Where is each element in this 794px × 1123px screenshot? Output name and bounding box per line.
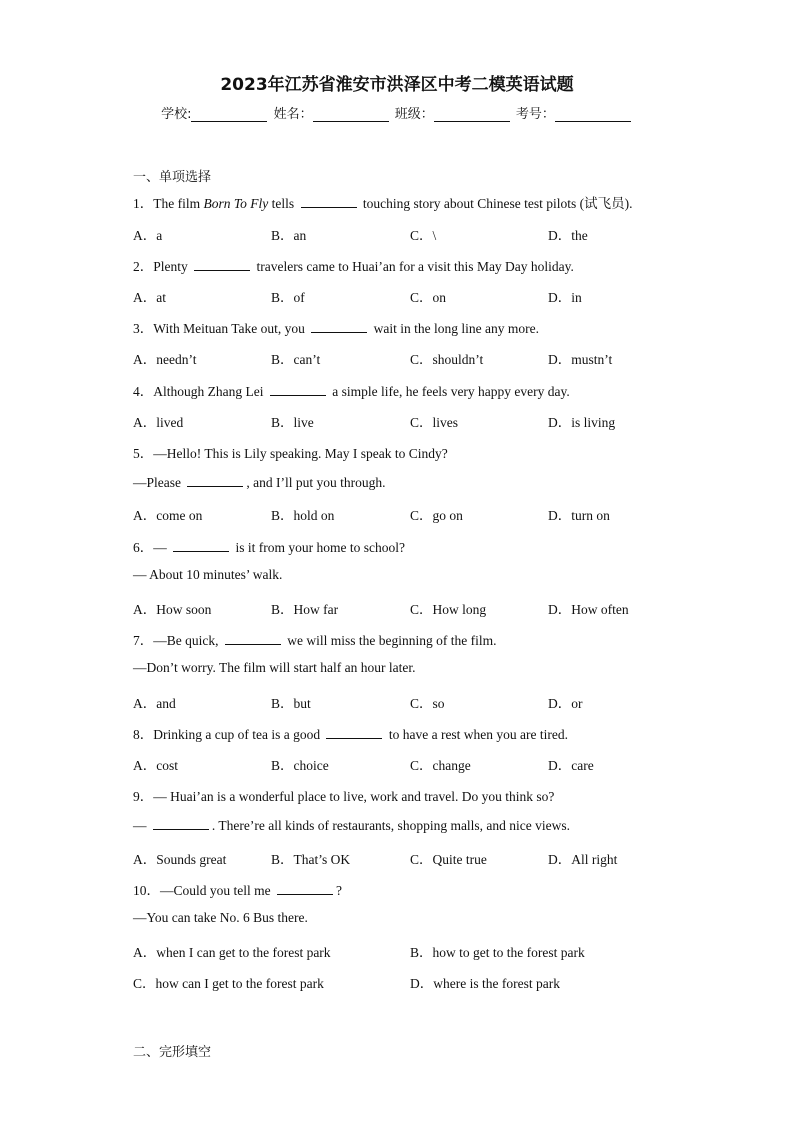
q2-option-d[interactable]: D．in <box>548 290 582 305</box>
question-5: 5．—Hello! This is Lily speaking. May I speak to Cindy? <box>133 446 448 461</box>
exam-number-label: 考号： <box>515 107 555 122</box>
question-6-reply: — About 10 minutes’ walk. <box>133 567 283 582</box>
school-label: 学校: <box>161 107 192 122</box>
q6-text-post: is it from your home to school? <box>232 540 405 555</box>
q2-blank <box>194 257 250 271</box>
q2-option-a[interactable]: A．at <box>133 290 166 305</box>
q7-blank <box>225 631 281 645</box>
question-2 <box>133 255 574 275</box>
question-7 <box>133 629 496 649</box>
q4-blank <box>270 382 326 396</box>
q2-option-b[interactable]: B．of <box>271 290 305 305</box>
q4-option-c[interactable]: C．lives <box>410 415 459 430</box>
q10-option-c[interactable]: C．how can I get to the forest park <box>133 976 324 991</box>
q3-option-a[interactable]: A．needn’t <box>133 352 197 367</box>
school-blank[interactable] <box>191 107 267 122</box>
q6-option-a[interactable]: A．How soon <box>133 602 212 617</box>
q1-text-post: touching story about Chinese test pilots (试飞员). <box>359 196 633 211</box>
q8-text-pre: 8．Drinking a cup of tea is a good <box>133 727 324 742</box>
q7-text-post: we will miss the beginning of the film. <box>283 633 497 648</box>
q8-blank <box>326 725 382 739</box>
q8-option-d[interactable]: D．care <box>548 758 594 773</box>
q5-option-d[interactable]: D．turn on <box>548 508 610 523</box>
q9-option-a[interactable]: A．Sounds great <box>133 852 227 867</box>
q6-option-b[interactable]: B．How far <box>271 602 339 617</box>
q6-option-c[interactable]: C．How long <box>410 602 487 617</box>
q4-option-d[interactable]: D．is living <box>548 415 616 430</box>
q10-text-pre: 10．—Could you tell me <box>133 883 274 898</box>
q3-option-d[interactable]: D．mustn’t <box>548 352 613 367</box>
q8-option-a[interactable]: A．cost <box>133 758 178 773</box>
question-7-reply: —Don’t worry. The film will start half an hour later. <box>133 660 416 675</box>
question-6 <box>133 536 405 556</box>
q5-blank <box>187 473 243 487</box>
q10-option-d[interactable]: D．where is the forest park <box>410 976 560 991</box>
q10-blank <box>277 881 333 895</box>
q6-text-pre: 6．— <box>133 540 171 555</box>
q7-option-c[interactable]: C．so <box>410 696 445 711</box>
q4-text-pre: 4．Although Zhang Lei <box>133 384 267 399</box>
q1-text-mid: tells <box>268 196 298 211</box>
q9-text-pre: — <box>133 818 150 833</box>
q1-option-c[interactable]: C．\ <box>410 228 437 243</box>
question-3 <box>133 317 539 337</box>
q4-text-post: a simple life, he feels very happy every day. <box>328 384 570 399</box>
q3-option-b[interactable]: B．can’t <box>271 352 321 367</box>
q8-option-c[interactable]: C．change <box>410 758 471 773</box>
q10-option-a[interactable]: A．when I can get to the forest park <box>133 945 331 960</box>
q3-blank <box>311 319 367 333</box>
q10-option-b[interactable]: B．how to get to the forest park <box>410 945 585 960</box>
name-blank[interactable] <box>313 107 389 122</box>
section-1-title: 一、单项选择 <box>133 170 212 185</box>
q3-option-c[interactable]: C．shouldn’t <box>410 352 484 367</box>
q4-option-b[interactable]: B．live <box>271 415 314 430</box>
q1-text-pre: 1．The film <box>133 196 204 211</box>
question-4 <box>133 380 570 400</box>
class-label: 班级： <box>394 107 434 122</box>
class-blank[interactable] <box>434 107 510 122</box>
question-10-reply: —You can take No. 6 Bus there. <box>133 910 308 925</box>
q5-text-pre: —Please <box>133 475 185 490</box>
question-1 <box>133 192 633 212</box>
q3-text-post: wait in the long line any more. <box>370 321 539 336</box>
q9-option-c[interactable]: C．Quite true <box>410 852 487 867</box>
question-5-reply <box>133 473 385 491</box>
student-info-line <box>0 103 794 122</box>
q7-option-d[interactable]: D．or <box>548 696 583 711</box>
q2-text-post: travelers came to Huai’an for a visit this May Day holiday. <box>253 259 574 274</box>
question-9: 9．— Huai’an is a wonderful place to live, work and travel. Do you think so? <box>133 789 555 804</box>
q1-option-a[interactable]: A．a <box>133 228 163 243</box>
q6-blank <box>173 538 229 552</box>
q5-option-a[interactable]: A．come on <box>133 508 203 523</box>
question-8 <box>133 723 568 743</box>
q3-text-pre: 3．With Meituan Take out, you <box>133 321 309 336</box>
q2-option-c[interactable]: C．on <box>410 290 447 305</box>
section-2-title: 二、完形填空 <box>133 1045 212 1060</box>
q10-text-post: ? <box>336 883 342 898</box>
q7-text-pre: 7．—Be quick, <box>133 633 222 648</box>
q8-text-post: to have a rest when you are tired. <box>385 727 569 742</box>
q4-option-a[interactable]: A．lived <box>133 415 184 430</box>
q5-text-post: , and I’ll put you through. <box>246 475 386 490</box>
q7-option-a[interactable]: A．and <box>133 696 176 711</box>
q1-option-d[interactable]: D．the <box>548 228 588 243</box>
q1-blank <box>301 194 357 208</box>
page-title: 2023年江苏省淮安市洪泽区中考二模英语试题 <box>220 75 574 95</box>
q1-option-b[interactable]: B．an <box>271 228 307 243</box>
q9-option-b[interactable]: B．That’s OK <box>271 852 351 867</box>
q5-option-b[interactable]: B．hold on <box>271 508 335 523</box>
q6-option-d[interactable]: D．How often <box>548 602 629 617</box>
q8-option-b[interactable]: B．choice <box>271 758 329 773</box>
q2-text-pre: 2．Plenty <box>133 259 192 274</box>
name-label: 姓名： <box>273 107 313 122</box>
q9-blank <box>153 816 209 830</box>
q7-option-b[interactable]: B．but <box>271 696 311 711</box>
question-9-reply <box>133 816 570 834</box>
q1-film-title: Born To Fly <box>203 196 269 211</box>
q5-option-c[interactable]: C．go on <box>410 508 463 523</box>
exam-number-blank[interactable] <box>555 107 631 122</box>
q9-option-d[interactable]: D．All right <box>548 852 618 867</box>
question-10 <box>133 879 342 899</box>
q9-text-post: . There’re all kinds of restaurants, shopping malls, and nice views. <box>211 818 571 833</box>
